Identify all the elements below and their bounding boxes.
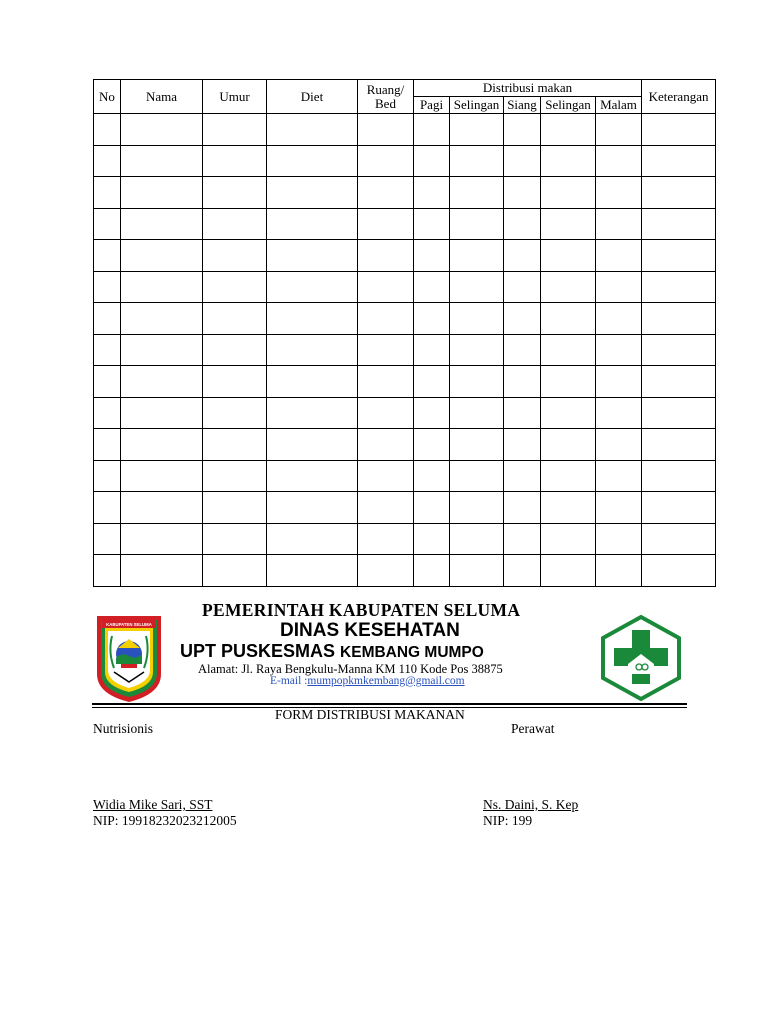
table-cell[interactable] [414, 145, 450, 177]
table-cell[interactable] [596, 555, 642, 587]
table-cell[interactable] [203, 460, 267, 492]
table-cell[interactable] [94, 366, 121, 398]
table-cell[interactable] [267, 397, 358, 429]
table-cell[interactable] [121, 303, 203, 335]
table-cell[interactable] [121, 240, 203, 272]
table-cell[interactable] [642, 429, 716, 461]
table-cell[interactable] [267, 460, 358, 492]
table-cell[interactable] [450, 177, 504, 209]
table-cell[interactable] [358, 366, 414, 398]
table-cell[interactable] [203, 177, 267, 209]
table-cell[interactable] [94, 208, 121, 240]
table-cell[interactable] [203, 429, 267, 461]
subheader-selingan-2: Selingan [541, 97, 596, 114]
table-cell[interactable] [358, 523, 414, 555]
letterhead-upt: UPT PUSKESMAS [180, 641, 341, 661]
table-cell[interactable] [596, 177, 642, 209]
table-cell[interactable] [596, 492, 642, 524]
table-cell[interactable] [121, 208, 203, 240]
table-cell[interactable] [203, 114, 267, 146]
table-row [94, 208, 716, 240]
logo-text: KABUPATEN SELUMA [106, 622, 152, 627]
table-cell[interactable] [504, 460, 541, 492]
table-cell[interactable] [414, 240, 450, 272]
letterhead-email [270, 675, 465, 687]
header-nama: Nama [121, 80, 203, 114]
table-cell[interactable] [596, 114, 642, 146]
letterhead-department: DINAS KESEHATAN [280, 620, 460, 641]
table-cell[interactable] [504, 366, 541, 398]
table-cell[interactable] [267, 366, 358, 398]
table-cell[interactable] [203, 397, 267, 429]
table-cell[interactable] [450, 429, 504, 461]
table-cell[interactable] [414, 492, 450, 524]
header-keterangan: Keterangan [642, 80, 716, 114]
header-diet: Diet [267, 80, 358, 114]
table-cell[interactable] [504, 429, 541, 461]
table-cell[interactable] [414, 334, 450, 366]
table-cell[interactable] [203, 366, 267, 398]
table-cell[interactable] [596, 303, 642, 335]
email-label: E-mail : [270, 675, 308, 687]
table-cell[interactable] [267, 303, 358, 335]
table-cell[interactable] [414, 271, 450, 303]
table-cell[interactable] [203, 523, 267, 555]
signature-nip-perawat: NIP: 199 [483, 813, 533, 828]
table-cell[interactable] [642, 114, 716, 146]
table-row [94, 429, 716, 461]
table-cell[interactable] [414, 366, 450, 398]
table-row [94, 240, 716, 272]
table-cell[interactable] [267, 429, 358, 461]
table-cell[interactable] [94, 460, 121, 492]
table-cell[interactable] [450, 492, 504, 524]
table-cell[interactable] [267, 208, 358, 240]
subheader-selingan-1: Selingan [450, 97, 504, 114]
letterhead-rule-thick [92, 703, 687, 705]
table-cell[interactable] [541, 523, 596, 555]
table-cell[interactable] [414, 208, 450, 240]
table-cell[interactable] [541, 114, 596, 146]
table-header-row [94, 80, 716, 97]
table-cell[interactable] [450, 271, 504, 303]
table-row [94, 334, 716, 366]
table-cell[interactable] [450, 460, 504, 492]
table-cell[interactable] [642, 208, 716, 240]
table-cell[interactable] [121, 177, 203, 209]
table-cell[interactable] [450, 523, 504, 555]
table-cell[interactable] [642, 303, 716, 335]
table-cell[interactable] [267, 492, 358, 524]
table-cell[interactable] [203, 334, 267, 366]
table-cell[interactable] [596, 271, 642, 303]
puskesmas-logo [598, 614, 684, 702]
table-cell[interactable] [121, 397, 203, 429]
table-cell[interactable] [358, 460, 414, 492]
table-cell[interactable] [203, 303, 267, 335]
table-cell[interactable] [267, 271, 358, 303]
header-ruang-bed: Ruang/ Bed [358, 80, 414, 114]
table-cell[interactable] [358, 429, 414, 461]
table-row [94, 271, 716, 303]
table-cell[interactable] [94, 114, 121, 146]
subheader-siang: Siang [504, 97, 541, 114]
table-cell[interactable] [203, 555, 267, 587]
table-cell[interactable] [203, 145, 267, 177]
table-cell[interactable] [358, 555, 414, 587]
table-cell[interactable] [450, 397, 504, 429]
letterhead-location: KEMBANG MUMPO [340, 644, 484, 661]
table-cell[interactable] [121, 492, 203, 524]
letterhead-institution [180, 641, 484, 662]
distribution-table [93, 79, 716, 587]
table-cell[interactable] [121, 523, 203, 555]
table-cell[interactable] [94, 334, 121, 366]
table-cell[interactable] [450, 303, 504, 335]
table-cell[interactable] [504, 145, 541, 177]
table-cell[interactable] [541, 366, 596, 398]
table-row [94, 303, 716, 335]
table-cell[interactable] [596, 523, 642, 555]
table-cell[interactable] [414, 555, 450, 587]
kabupaten-seluma-logo [94, 612, 164, 704]
table-cell[interactable] [596, 397, 642, 429]
table-cell[interactable] [203, 271, 267, 303]
table-cell[interactable] [414, 114, 450, 146]
table-cell[interactable] [203, 492, 267, 524]
table-cell[interactable] [642, 334, 716, 366]
table-cell[interactable] [541, 177, 596, 209]
table-cell[interactable] [94, 397, 121, 429]
email-link[interactable]: mumpopkmkembang@gmail.com [307, 675, 465, 687]
table-cell[interactable] [642, 145, 716, 177]
table-cell[interactable] [358, 114, 414, 146]
table-cell[interactable] [504, 271, 541, 303]
subheader-malam: Malam [596, 97, 642, 114]
table-cell[interactable] [541, 429, 596, 461]
table-cell[interactable] [642, 523, 716, 555]
table-cell[interactable] [358, 177, 414, 209]
table-cell[interactable] [596, 334, 642, 366]
table-cell[interactable] [541, 145, 596, 177]
table-cell[interactable] [450, 366, 504, 398]
table-cell[interactable] [267, 145, 358, 177]
table-cell[interactable] [121, 145, 203, 177]
table-cell[interactable] [414, 303, 450, 335]
table-cell[interactable] [203, 240, 267, 272]
table-cell[interactable] [504, 240, 541, 272]
table-cell[interactable] [358, 492, 414, 524]
header-umur: Umur [203, 80, 267, 114]
table-cell[interactable] [596, 240, 642, 272]
header-distribusi-makan: Distribusi makan [414, 80, 642, 97]
table-cell[interactable] [596, 429, 642, 461]
table-cell[interactable] [642, 271, 716, 303]
table-cell[interactable] [596, 366, 642, 398]
table-row [94, 460, 716, 492]
table-cell[interactable] [267, 240, 358, 272]
signature-name-perawat: Ns. Daini, S. Kep [483, 797, 579, 812]
table-cell[interactable] [203, 208, 267, 240]
table-cell[interactable] [267, 523, 358, 555]
table-cell[interactable] [94, 429, 121, 461]
table-cell[interactable] [596, 208, 642, 240]
table-cell[interactable] [642, 397, 716, 429]
table-cell[interactable] [504, 334, 541, 366]
table-cell[interactable] [414, 177, 450, 209]
table-cell[interactable] [596, 145, 642, 177]
table-cell[interactable] [94, 240, 121, 272]
header-no: No [94, 80, 121, 114]
letterhead-government: PEMERINTAH KABUPATEN SELUMA [202, 600, 521, 620]
table-cell[interactable] [504, 492, 541, 524]
role-nutrisionis: Nutrisionis [93, 721, 154, 736]
table-row [94, 492, 716, 524]
table-cell[interactable] [504, 397, 541, 429]
table-cell[interactable] [267, 555, 358, 587]
table-cell[interactable] [94, 492, 121, 524]
table-cell[interactable] [358, 303, 414, 335]
table-cell[interactable] [414, 429, 450, 461]
table-cell[interactable] [450, 114, 504, 146]
table-cell[interactable] [450, 208, 504, 240]
table-cell[interactable] [267, 334, 358, 366]
table-cell[interactable] [642, 366, 716, 398]
table-cell[interactable] [94, 145, 121, 177]
table-cell[interactable] [642, 555, 716, 587]
table-cell[interactable] [504, 555, 541, 587]
table-cell[interactable] [267, 114, 358, 146]
table-cell[interactable] [450, 240, 504, 272]
table-cell[interactable] [596, 460, 642, 492]
table-row [94, 114, 716, 146]
table-cell[interactable] [450, 145, 504, 177]
table-cell[interactable] [358, 145, 414, 177]
table-cell[interactable] [358, 240, 414, 272]
table-row [94, 177, 716, 209]
table-cell[interactable] [541, 492, 596, 524]
table-cell[interactable] [121, 366, 203, 398]
table-row [94, 523, 716, 555]
role-perawat: Perawat [511, 721, 555, 736]
table-cell[interactable] [541, 271, 596, 303]
table-cell[interactable] [642, 460, 716, 492]
table-row [94, 555, 716, 587]
letterhead-address: Alamat: Jl. Raya Bengkulu-Manna KM 110 Kode Pos 38875 [198, 662, 503, 676]
table-cell[interactable] [541, 208, 596, 240]
table-cell[interactable] [121, 114, 203, 146]
table-cell[interactable] [94, 555, 121, 587]
signature-name-nutrisionis: Widia Mike Sari, SST [93, 797, 213, 812]
form-title: FORM DISTRIBUSI MAKANAN [275, 707, 465, 722]
table-cell[interactable] [358, 334, 414, 366]
table-cell[interactable] [541, 460, 596, 492]
table-cell[interactable] [642, 177, 716, 209]
table-cell[interactable] [541, 334, 596, 366]
table-cell[interactable] [642, 492, 716, 524]
table-cell[interactable] [450, 555, 504, 587]
table-cell[interactable] [414, 523, 450, 555]
table-cell[interactable] [94, 523, 121, 555]
table-cell[interactable] [414, 397, 450, 429]
table-cell[interactable] [504, 208, 541, 240]
table-row [94, 397, 716, 429]
table-cell[interactable] [94, 303, 121, 335]
table-cell[interactable] [94, 271, 121, 303]
table-row [94, 145, 716, 177]
subheader-pagi: Pagi [414, 97, 450, 114]
table-cell[interactable] [121, 555, 203, 587]
table-cell[interactable] [121, 460, 203, 492]
table-cell[interactable] [267, 177, 358, 209]
table-cell[interactable] [541, 240, 596, 272]
table-cell[interactable] [504, 114, 541, 146]
table-cell[interactable] [504, 303, 541, 335]
table-cell[interactable] [358, 271, 414, 303]
table-cell[interactable] [541, 303, 596, 335]
table-cell[interactable] [121, 271, 203, 303]
signature-nip-nutrisionis: NIP: 19918232023212005 [93, 813, 237, 828]
table-cell[interactable] [541, 555, 596, 587]
table-cell[interactable] [121, 429, 203, 461]
table-body [94, 114, 716, 587]
table-cell[interactable] [94, 177, 121, 209]
table-cell[interactable] [121, 334, 203, 366]
table-cell[interactable] [358, 208, 414, 240]
table-cell[interactable] [414, 460, 450, 492]
table-cell[interactable] [504, 523, 541, 555]
table-cell[interactable] [450, 334, 504, 366]
table-cell[interactable] [642, 240, 716, 272]
table-cell[interactable] [541, 397, 596, 429]
table-cell[interactable] [504, 177, 541, 209]
table-row [94, 366, 716, 398]
table-cell[interactable] [358, 397, 414, 429]
